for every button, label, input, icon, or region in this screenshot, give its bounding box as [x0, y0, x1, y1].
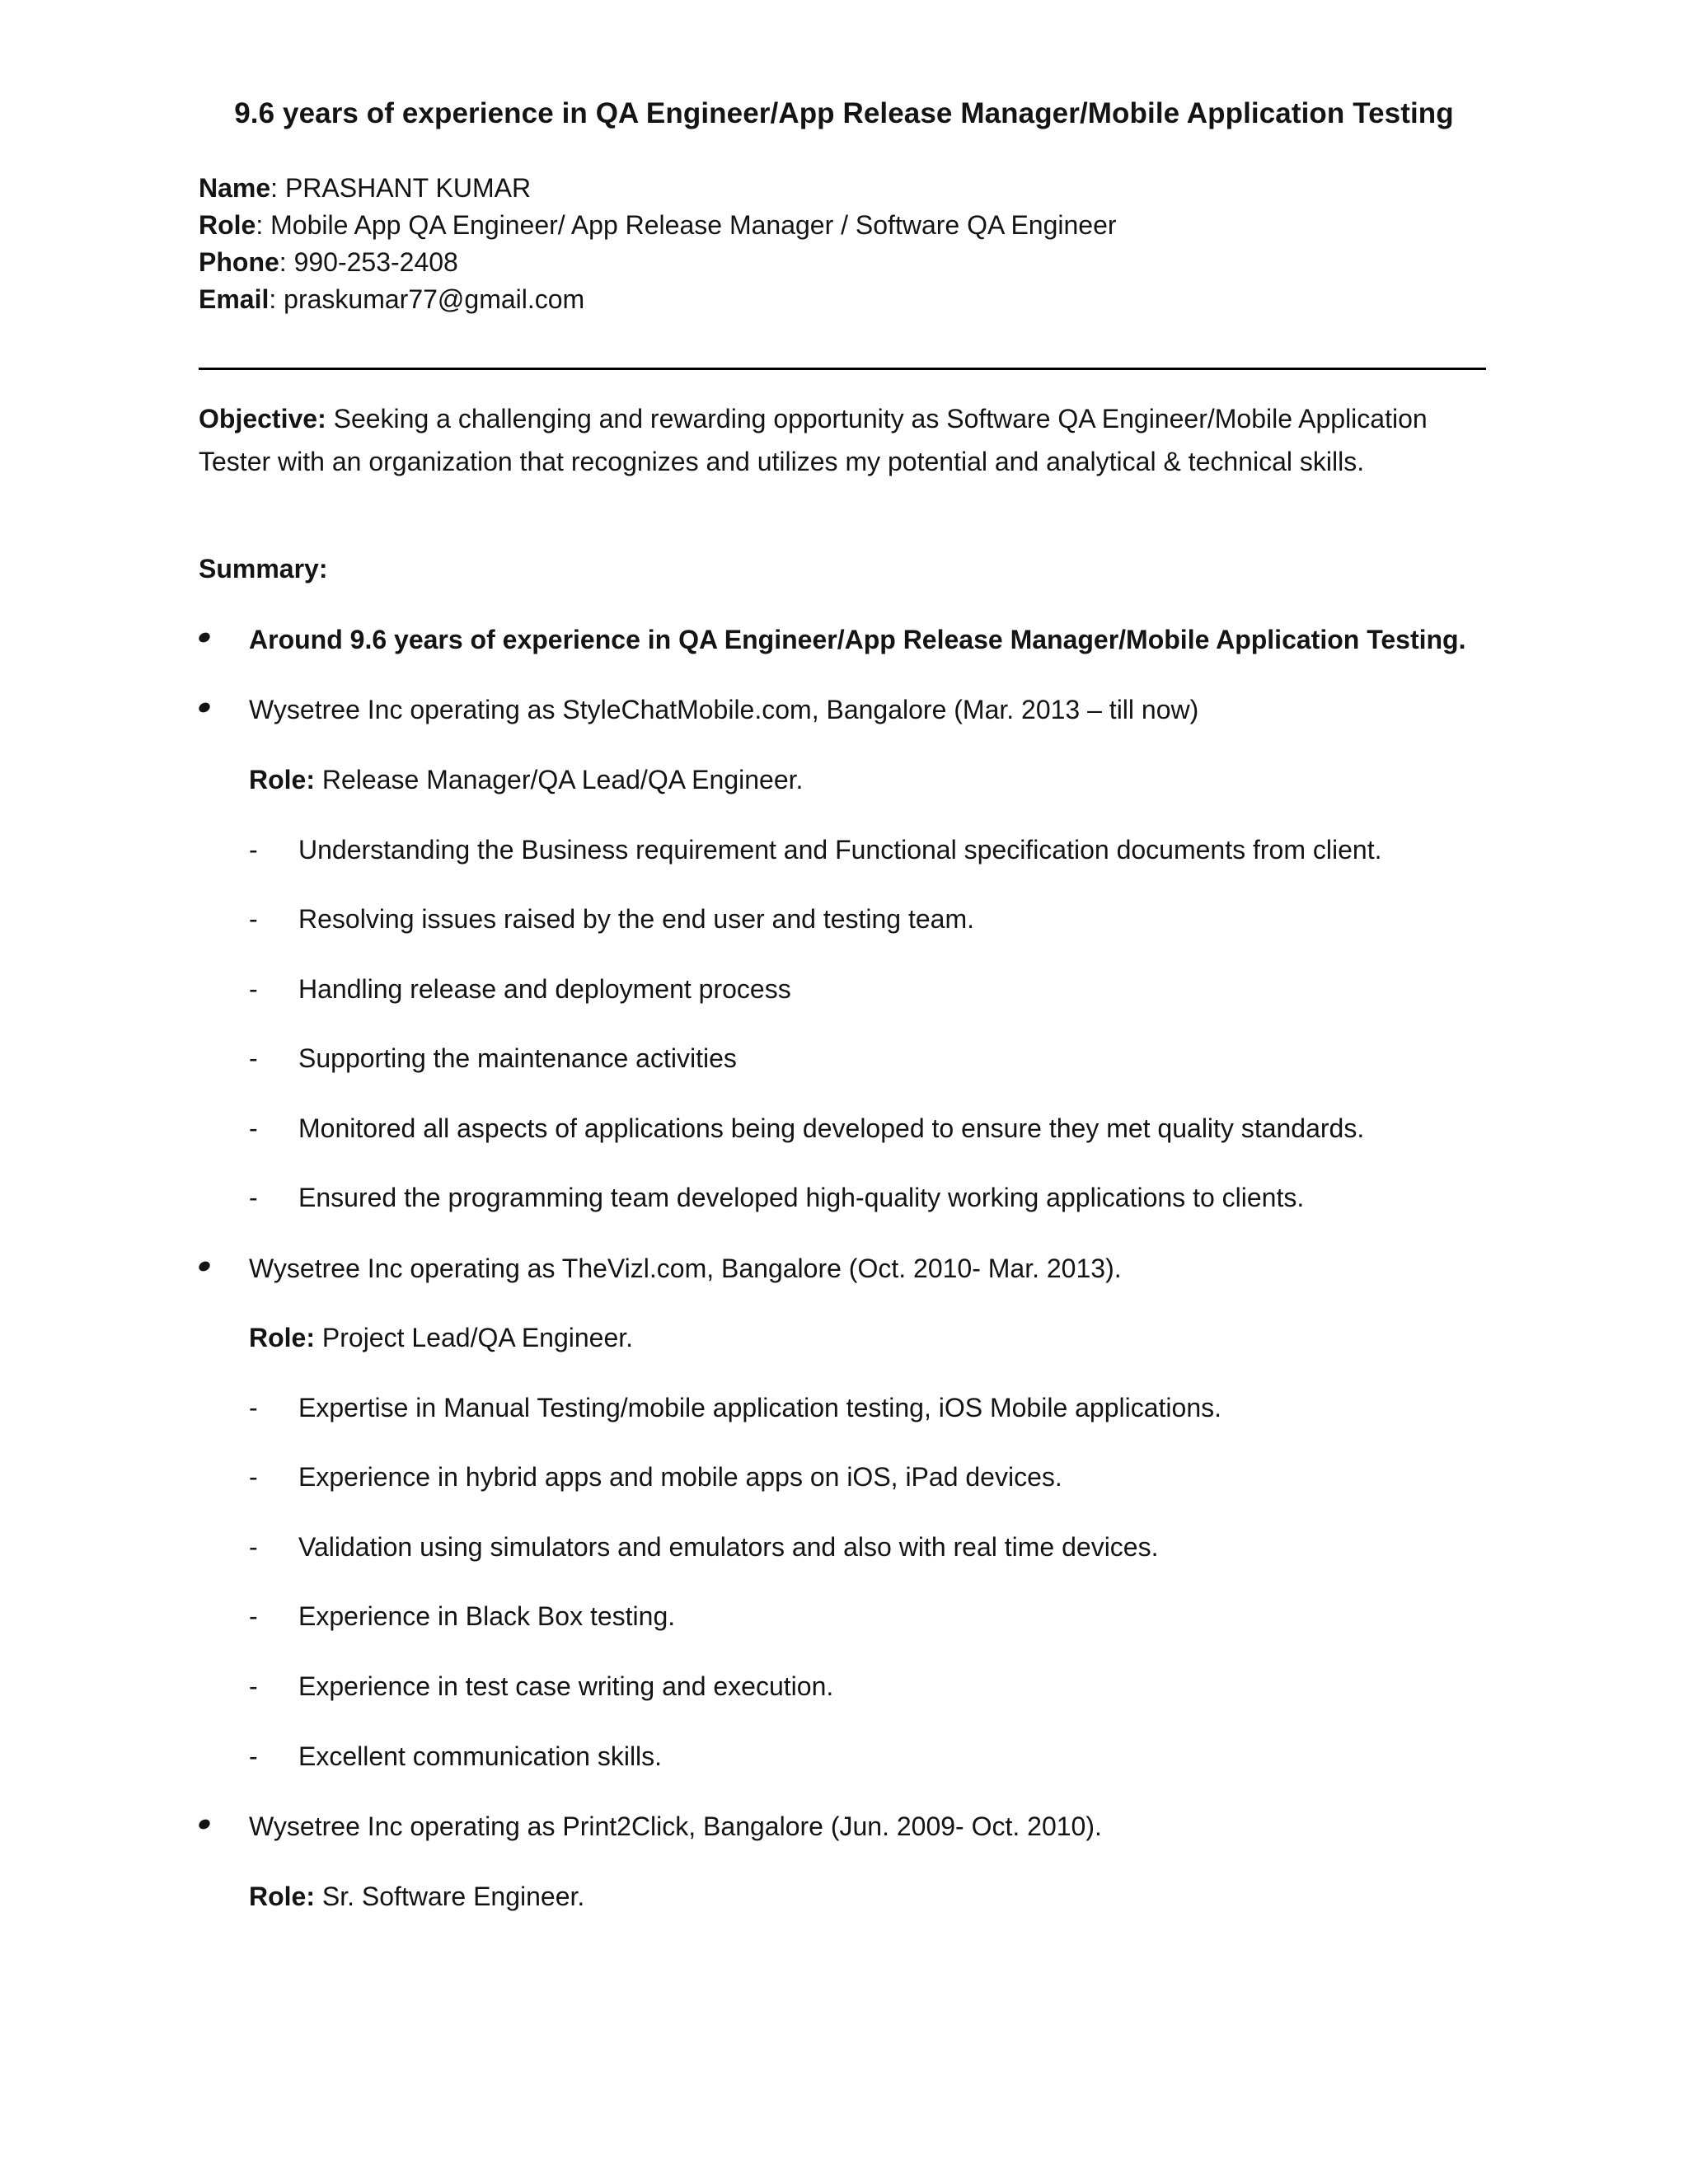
duty-text: Experience in hybrid apps and mobile apps on iOS, iPad devices. — [298, 1462, 1062, 1492]
job-role-label: Role: — [249, 765, 315, 794]
job-role-value: Project Lead/QA Engineer. — [315, 1323, 634, 1352]
role-label: Role — [199, 210, 256, 240]
job-role — [249, 1323, 633, 1353]
bullet-text: Wysetree Inc operating as TheVizl.com, Bangalore (Oct. 2010- Mar. 2013). — [249, 1254, 1122, 1283]
section-divider — [199, 368, 1486, 370]
page-title: 9.6 years of experience in QA Engineer/App Release Manager/Mobile Application Testing — [234, 97, 1454, 129]
bullet-icon — [197, 1817, 212, 1831]
dash-marker: - — [249, 904, 258, 934]
duty-text: Ensured the programming team developed high-quality working applications to clients. — [298, 1183, 1305, 1212]
duty-text: Expertise in Manual Testing/mobile application testing, iOS Mobile applications. — [298, 1393, 1222, 1422]
dash-marker: - — [249, 1741, 258, 1771]
job-role-value: Release Manager/QA Lead/QA Engineer. — [315, 765, 804, 794]
job-role-value: Sr. Software Engineer. — [315, 1882, 585, 1911]
role-value: : Mobile App QA Engineer/ App Release Manager / Software QA Engineer — [256, 210, 1117, 240]
bullet-text: Around 9.6 years of experience in QA Engineer/App Release Manager/Mobile Application Testing. — [249, 625, 1466, 654]
duty-text: Understanding the Business requirement and Functional specification documents from client. — [298, 835, 1382, 865]
duty-text: Experience in Black Box testing. — [298, 1601, 676, 1631]
objective-label: Objective: — [199, 404, 326, 434]
bullet-text: Wysetree Inc operating as Print2Click, Bangalore (Jun. 2009- Oct. 2010). — [249, 1811, 1102, 1841]
dash-marker: - — [249, 1043, 258, 1073]
dash-marker: - — [249, 1601, 258, 1631]
duty-text: Handling release and deployment process — [298, 974, 791, 1004]
bullet-icon — [197, 630, 212, 644]
job-role — [249, 765, 803, 795]
duty-text: Supporting the maintenance activities — [298, 1043, 737, 1073]
objective-text: Seeking a challenging and rewarding opportunity as Software QA Engineer/Mobile Application Tester with an organization that recognizes and utilizes my potential and analytical & technical skills. — [199, 404, 1428, 476]
bullet-text: Wysetree Inc operating as StyleChatMobile.com, Bangalore (Mar. 2013 – till now) — [249, 695, 1199, 724]
dash-marker: - — [249, 974, 258, 1004]
phone-value: : 990-253-2408 — [279, 247, 458, 277]
phone-label: Phone — [199, 247, 279, 277]
contact-role — [199, 210, 1117, 241]
contact-phone — [199, 247, 458, 278]
dash-marker: - — [249, 1462, 258, 1492]
duty-text: Excellent communication skills. — [298, 1741, 663, 1771]
name-label: Name — [199, 173, 271, 203]
duty-text: Validation using simulators and emulators and also with real time devices. — [298, 1532, 1159, 1562]
bullet-icon — [197, 701, 212, 715]
job-role-label: Role: — [249, 1882, 315, 1911]
duty-text: Monitored all aspects of applications being developed to ensure they met quality standards. — [298, 1113, 1365, 1143]
job-role — [249, 1882, 584, 1912]
job-role-label: Role: — [249, 1323, 315, 1352]
dash-marker: - — [249, 1183, 258, 1212]
dash-marker: - — [249, 1532, 258, 1562]
email-value: : praskumar77@gmail.com — [269, 284, 585, 314]
duty-text: Experience in test case writing and execution. — [298, 1671, 834, 1701]
dash-marker: - — [249, 1393, 258, 1422]
name-value: : PRASHANT KUMAR — [270, 173, 532, 203]
duty-text: Resolving issues raised by the end user and testing team. — [298, 904, 975, 934]
contact-name — [199, 173, 531, 204]
objective-paragraph — [199, 397, 1435, 483]
bullet-icon — [197, 1259, 212, 1273]
summary-heading: Summary: — [199, 554, 328, 583]
contact-email — [199, 284, 584, 315]
dash-marker: - — [249, 1113, 258, 1143]
dash-marker: - — [249, 835, 258, 865]
email-label: Email — [199, 284, 270, 314]
dash-marker: - — [249, 1671, 258, 1701]
